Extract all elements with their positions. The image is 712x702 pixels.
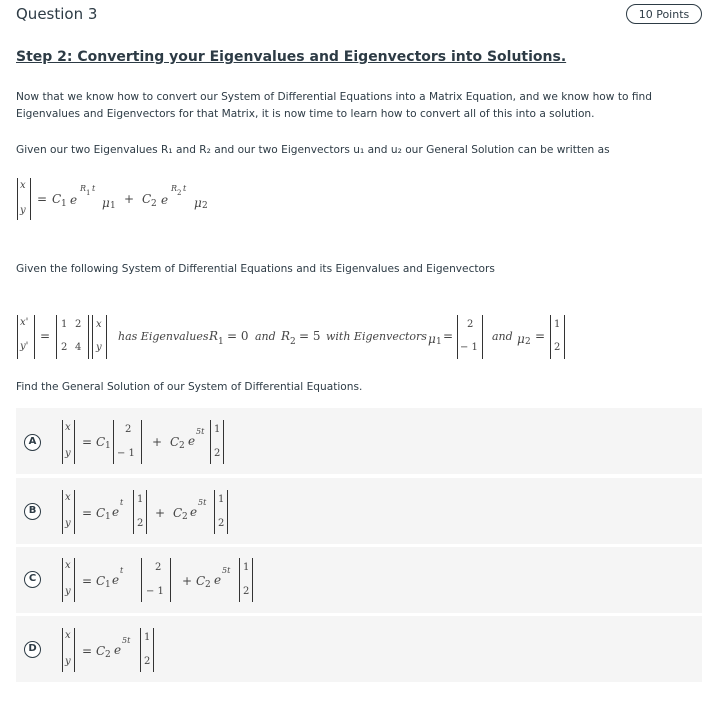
vec-top: 2 — [155, 562, 162, 573]
plus: + — [155, 506, 166, 520]
plus: + — [124, 192, 135, 206]
c2: C — [173, 506, 183, 520]
r2: R — [171, 184, 178, 193]
var-y: y — [20, 205, 26, 216]
bar — [239, 558, 240, 602]
t: t — [120, 498, 124, 507]
option-d-radio[interactable]: D — [24, 641, 41, 658]
e: e — [112, 505, 120, 519]
bar — [550, 315, 551, 359]
e1: e — [70, 193, 78, 207]
bar — [56, 315, 57, 359]
eq-zero: = 0 — [227, 329, 249, 343]
c2-sub: 2 — [151, 199, 157, 209]
vec-bottom: − 1 — [146, 586, 164, 597]
var-y: y — [65, 586, 71, 597]
var-x: x — [20, 180, 26, 191]
c2-sub: 2 — [105, 650, 111, 660]
has-eigenvalues-text: has Eigenvalues — [118, 330, 209, 343]
c1: C — [96, 506, 106, 520]
vec-top: 1 — [214, 424, 221, 435]
t2: t — [183, 184, 187, 193]
vec-top: 1 — [137, 494, 144, 505]
a12: 2 — [75, 319, 82, 330]
r1: R — [209, 329, 219, 343]
mu2: μ — [517, 332, 525, 346]
bar — [140, 628, 141, 672]
bar — [482, 315, 483, 359]
mu1-sub: 1 — [436, 337, 442, 347]
r1-sub: 1 — [86, 189, 91, 197]
bar — [106, 315, 107, 359]
var-x: x — [65, 630, 71, 641]
equals: = — [82, 435, 93, 449]
bar — [457, 315, 458, 359]
intro-line-1: Now that we know how to convert our System of Differential Equations into a Matrix Equation, and we know how to find — [16, 91, 652, 103]
v2-top: 1 — [554, 319, 561, 330]
bar — [210, 420, 211, 464]
bar — [34, 315, 35, 359]
var-xprime: x' — [20, 317, 29, 328]
e: e — [214, 573, 222, 587]
bar — [62, 628, 63, 672]
mu2-sub: 2 — [202, 201, 208, 211]
mu2: μ — [194, 196, 202, 210]
v2-bottom: 2 — [554, 342, 561, 353]
e: e — [112, 573, 120, 587]
a11: 1 — [61, 319, 68, 330]
c1-sub: 1 — [105, 441, 111, 451]
c1: C — [52, 192, 62, 206]
vec-top: 1 — [243, 562, 250, 573]
c2: C — [96, 644, 106, 658]
bar — [170, 558, 171, 602]
bar — [223, 420, 224, 464]
given-system-text: Given the following System of Differential Equations and its Eigenvalues and Eigenvectors — [16, 263, 495, 275]
given-general-text: Given our two Eigenvalues R₁ and R₂ and our two Eigenvectors u₁ and u₂ our General Solution can be written as — [16, 144, 610, 156]
bar — [30, 178, 31, 220]
vec-top: 1 — [218, 494, 225, 505]
vec-top: 2 — [125, 424, 132, 435]
c2: C — [142, 192, 152, 206]
equals: = — [82, 506, 93, 520]
t1: t — [92, 184, 96, 193]
bar — [141, 558, 142, 602]
r2-sub: 2 — [177, 189, 182, 197]
t: t — [120, 566, 124, 575]
var-y: y — [65, 656, 71, 667]
points-badge: 10 Points — [626, 4, 702, 24]
intro-line-2: Eigenvalues and Eigenvectors for that Matrix, it is now time to learn how to convert all of this into a solution. — [16, 108, 595, 120]
option-c-radio[interactable]: C — [24, 571, 41, 588]
five-t: 5t — [222, 566, 231, 575]
v1-bottom: − 1 — [460, 342, 478, 353]
r1: R — [80, 184, 87, 193]
with-eigenvectors-text: with Eigenvectors — [326, 330, 427, 343]
equals: = — [443, 329, 454, 343]
r2-sub: 2 — [290, 337, 296, 347]
a21: 2 — [61, 342, 68, 353]
bar — [62, 420, 63, 464]
equals: = — [37, 192, 48, 206]
option-b-radio[interactable]: B — [24, 503, 41, 520]
var-yprime: y' — [20, 341, 29, 352]
mu1: μ — [102, 196, 110, 210]
bar — [214, 490, 215, 534]
step-title: Step 2: Converting your Eigenvalues and Eigenvectors into Solutions. — [16, 49, 567, 65]
equals: = — [82, 644, 93, 658]
plus: + — [182, 574, 193, 588]
equals: = — [40, 329, 51, 343]
bar — [133, 490, 134, 534]
e: e — [188, 434, 196, 448]
option-d[interactable] — [16, 616, 702, 682]
var-x: x — [65, 560, 71, 571]
option-a[interactable] — [16, 408, 702, 474]
bar — [153, 628, 154, 672]
vec-bottom: 2 — [144, 656, 151, 667]
bar — [62, 490, 63, 534]
c2: C — [170, 435, 180, 449]
bar — [92, 315, 93, 359]
option-c[interactable] — [16, 547, 702, 613]
bar — [252, 558, 253, 602]
var-x: x — [65, 422, 71, 433]
bar — [74, 628, 75, 672]
c1-sub: 1 — [61, 199, 67, 209]
c1-sub: 1 — [105, 580, 111, 590]
r1-sub: 1 — [218, 337, 224, 347]
c2-sub: 2 — [205, 580, 211, 590]
vec-bottom: 2 — [214, 448, 221, 459]
vec-bottom: 2 — [137, 518, 144, 529]
bar — [141, 420, 142, 464]
bar — [113, 420, 114, 464]
vec-top: 1 — [144, 632, 151, 643]
r2: R — [281, 329, 291, 343]
bar — [74, 490, 75, 534]
bar — [564, 315, 565, 359]
and-text-2: and — [492, 330, 513, 343]
e: e — [190, 505, 198, 519]
bar — [227, 490, 228, 534]
vec-bottom: 2 — [243, 586, 250, 597]
five-t: 5t — [198, 498, 207, 507]
c2-sub: 2 — [182, 512, 188, 522]
question-title: Question 3 — [16, 5, 98, 23]
and-text: and — [255, 330, 276, 343]
c1: C — [96, 574, 106, 588]
find-text: Find the General Solution of our System of Differential Equations. — [16, 381, 363, 393]
equals: = — [82, 574, 93, 588]
eq-five: = 5 — [299, 329, 321, 343]
plus: + — [152, 435, 163, 449]
equals: = — [535, 329, 546, 343]
bar — [62, 558, 63, 602]
v1-top: 2 — [467, 319, 474, 330]
bar — [74, 558, 75, 602]
c1-sub: 1 — [105, 512, 111, 522]
var-x: x — [65, 492, 71, 503]
five-t: 5t — [122, 636, 131, 645]
bar — [146, 490, 147, 534]
option-a-radio[interactable]: A — [24, 434, 41, 451]
a22: 4 — [75, 342, 82, 353]
mu2-sub: 2 — [525, 337, 531, 347]
c2-sub: 2 — [179, 441, 185, 451]
e2: e — [161, 193, 169, 207]
var-x: x — [96, 319, 102, 330]
bar — [74, 420, 75, 464]
var-y: y — [96, 342, 102, 353]
mu1-sub: 1 — [110, 201, 116, 211]
bar — [17, 178, 18, 220]
vec-bottom: 2 — [218, 518, 225, 529]
var-y: y — [65, 448, 71, 459]
var-y: y — [65, 518, 71, 529]
bar — [88, 315, 89, 359]
e: e — [114, 643, 122, 657]
c1: C — [96, 435, 106, 449]
vec-bottom: − 1 — [117, 448, 135, 459]
c2: C — [196, 574, 206, 588]
mu1: μ — [428, 332, 436, 346]
bar — [17, 315, 18, 359]
five-t: 5t — [196, 427, 205, 436]
option-b[interactable] — [16, 478, 702, 544]
